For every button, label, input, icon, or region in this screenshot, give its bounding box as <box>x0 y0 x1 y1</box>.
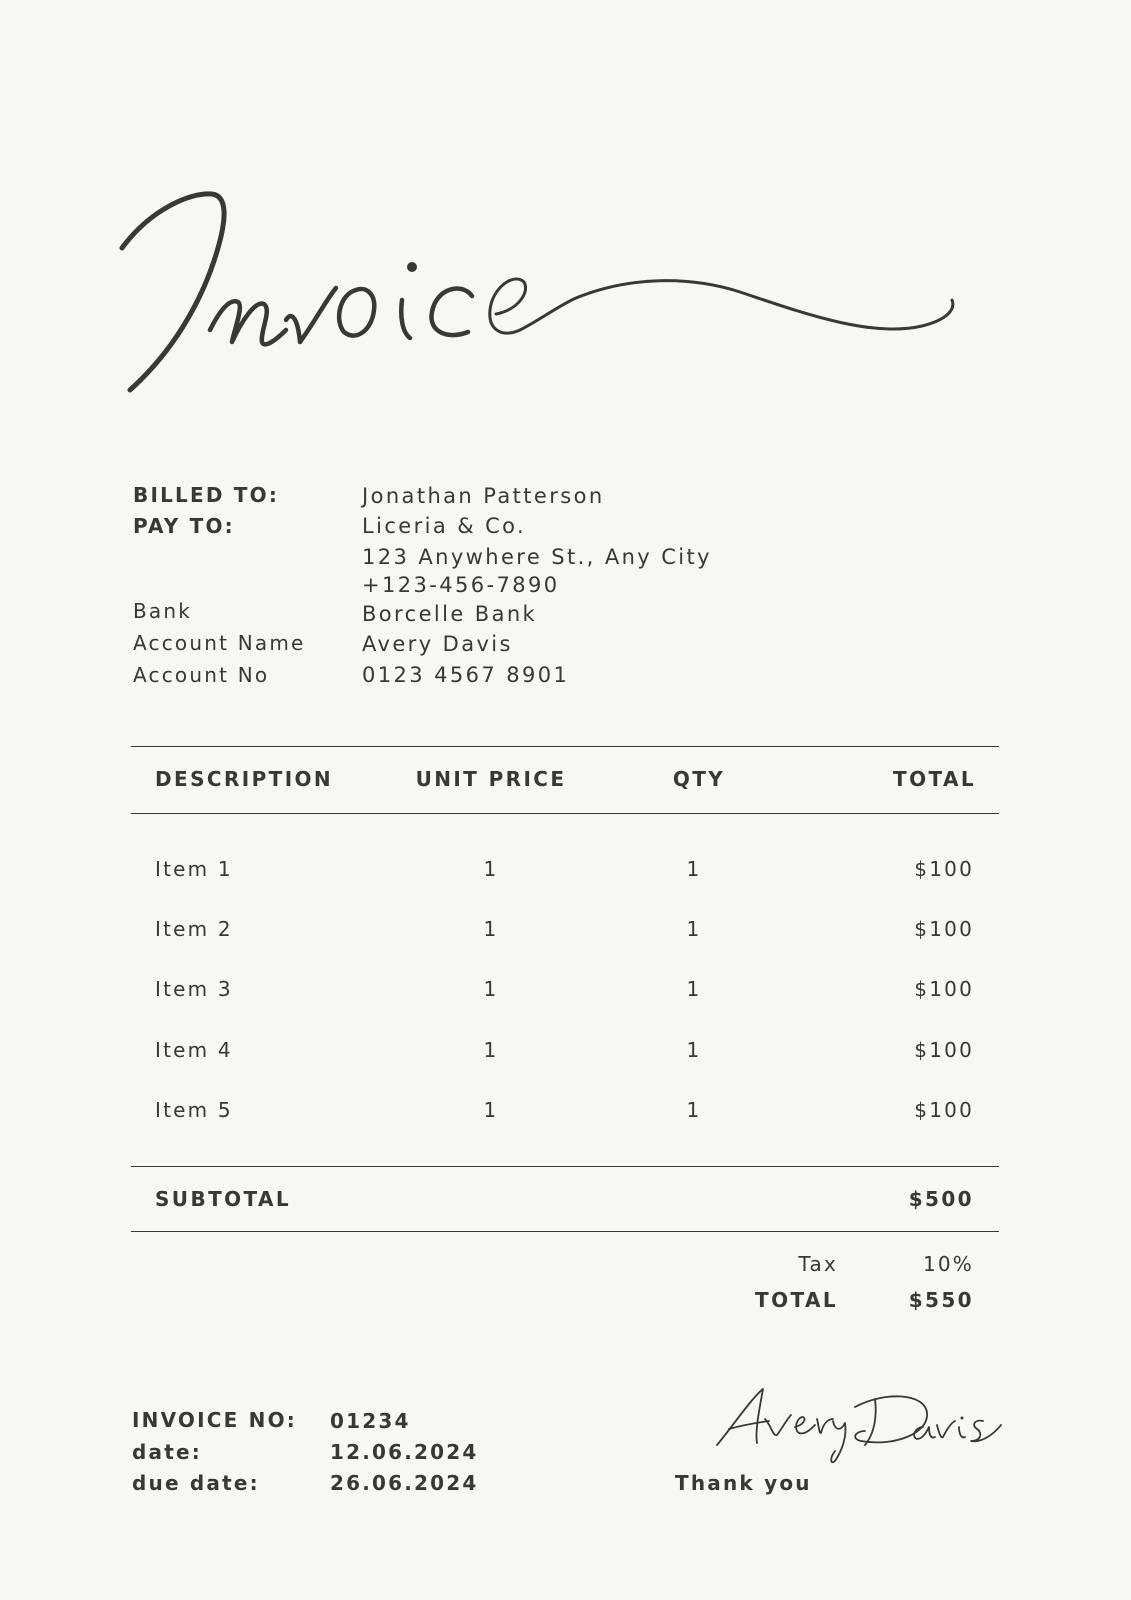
total-value: $550 <box>908 1288 974 1312</box>
row-total: $100 <box>914 1038 974 1062</box>
invoice-title <box>110 170 990 410</box>
row-qty: 1 <box>686 917 702 941</box>
subtotal-label: SUBTOTAL <box>155 1187 292 1211</box>
header-total: TOTAL <box>893 767 976 791</box>
row-unit-price: 1 <box>483 1038 499 1062</box>
row-description: Item 5 <box>155 1098 233 1122</box>
account-name-value: Avery Davis <box>362 632 513 656</box>
due-date-value: 26.06.2024 <box>330 1471 479 1495</box>
invoice-number-label: INVOICE NO: <box>132 1408 297 1432</box>
account-no-value: 0123 4567 8901 <box>362 663 570 687</box>
row-description: Item 3 <box>155 977 233 1001</box>
header-description: DESCRIPTION <box>155 767 334 791</box>
row-total: $100 <box>914 917 974 941</box>
header-unit-price: UNIT PRICE <box>415 767 567 791</box>
signature-scribble <box>715 1385 1005 1465</box>
table-header <box>0 767 1131 797</box>
date-label: date: <box>132 1440 202 1464</box>
total-label: TOTAL <box>755 1288 838 1312</box>
row-description: Item 2 <box>155 917 233 941</box>
tax-value: 10% <box>922 1252 974 1276</box>
row-description: Item 4 <box>155 1038 233 1062</box>
row-total: $100 <box>914 977 974 1001</box>
tax-label: Tax <box>798 1252 838 1276</box>
table-header-rule <box>131 813 999 814</box>
invoice-script-title <box>110 170 990 410</box>
row-unit-price: 1 <box>483 1098 499 1122</box>
pay-to-value: Liceria & Co. <box>362 514 527 538</box>
header-qty: QTY <box>672 767 726 791</box>
row-unit-price: 1 <box>483 917 499 941</box>
row-total: $100 <box>914 857 974 881</box>
bank-label: Bank <box>133 599 193 623</box>
row-qty: 1 <box>686 977 702 1001</box>
table-top-rule <box>131 746 999 747</box>
row-unit-price: 1 <box>483 977 499 1001</box>
table-row <box>0 917 1131 947</box>
row-unit-price: 1 <box>483 857 499 881</box>
phone-value: +123-456-7890 <box>362 573 560 597</box>
table-row <box>0 1098 1131 1128</box>
thank-you-text: Thank you <box>675 1471 812 1495</box>
pay-to-label: PAY TO: <box>133 514 235 538</box>
billed-to-label: BILLED TO: <box>133 483 280 507</box>
address-value: 123 Anywhere St., Any City <box>362 545 712 569</box>
row-total: $100 <box>914 1098 974 1122</box>
row-qty: 1 <box>686 1098 702 1122</box>
row-qty: 1 <box>686 857 702 881</box>
table-row <box>0 977 1131 1007</box>
table-row <box>0 857 1131 887</box>
row-description: Item 1 <box>155 857 233 881</box>
due-date-label: due date: <box>132 1471 260 1495</box>
subtotal-value: $500 <box>908 1187 974 1211</box>
signature <box>715 1385 1005 1465</box>
subtotal-top-rule <box>131 1166 999 1167</box>
date-value: 12.06.2024 <box>330 1440 479 1464</box>
account-name-label: Account Name <box>133 631 306 655</box>
bank-value: Borcelle Bank <box>362 602 538 626</box>
billed-to-value: Jonathan Patterson <box>362 484 605 508</box>
account-no-label: Account No <box>133 663 270 687</box>
subtotal-row <box>0 1187 1131 1217</box>
row-qty: 1 <box>686 1038 702 1062</box>
invoice-number-value: 01234 <box>330 1409 411 1433</box>
table-row <box>0 1038 1131 1068</box>
subtotal-bottom-rule <box>131 1231 999 1232</box>
